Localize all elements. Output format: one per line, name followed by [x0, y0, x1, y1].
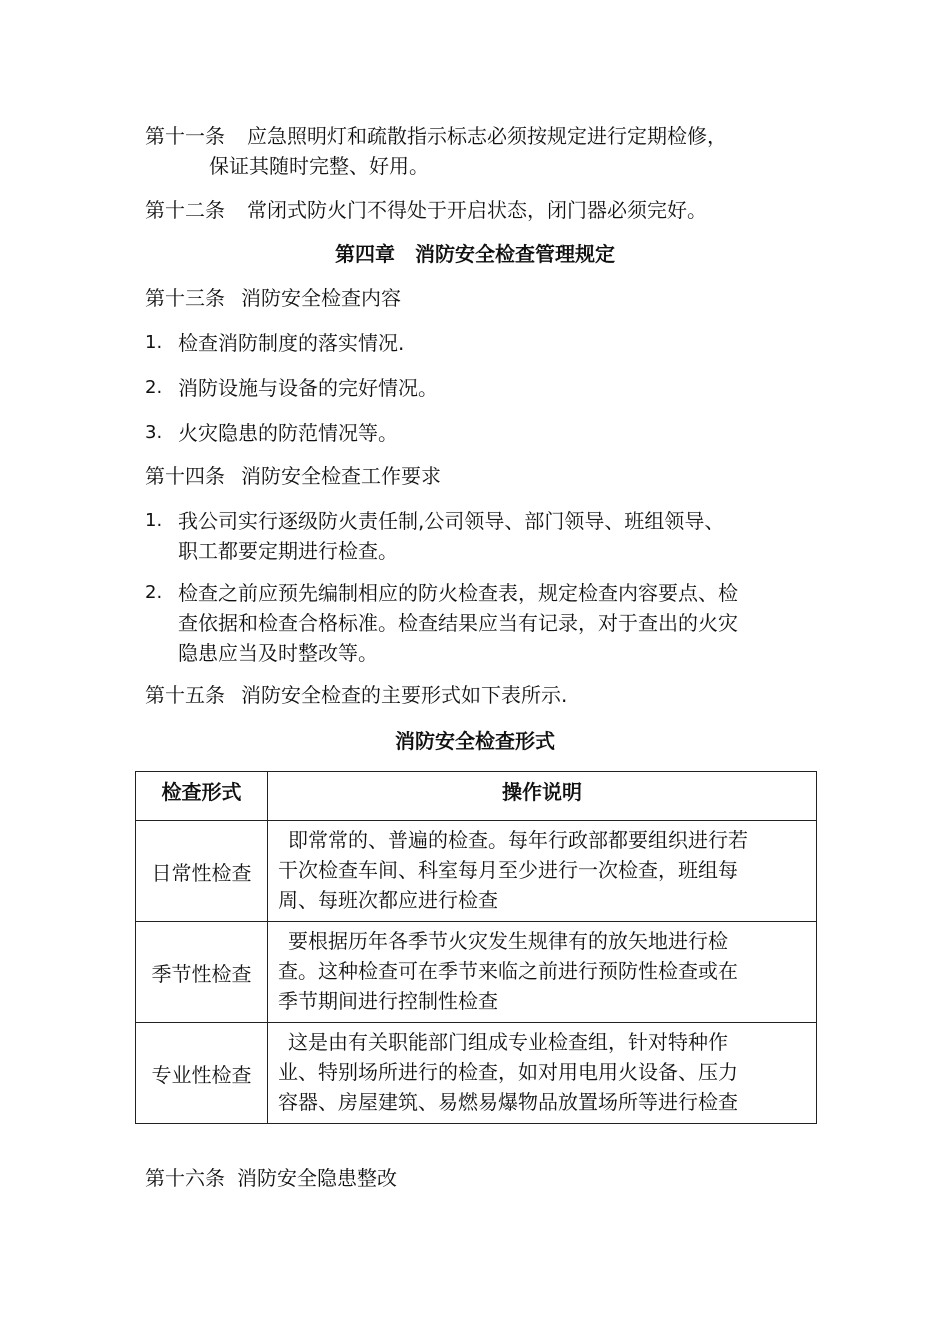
- list-number: 2.: [145, 582, 163, 603]
- list-text-line: 我公司实行逐级防火责任制,公司领导、部门领导、班组领导、: [178, 509, 725, 533]
- list-text-line: 职工都要定期进行检查。: [178, 539, 398, 563]
- description-line: 这是由有关职能部门组成专业检查组，针对特种作: [288, 1030, 728, 1054]
- article-text: 消防安全隐患整改: [237, 1166, 397, 1190]
- inspection-kind-cell: 专业性检查: [136, 1023, 268, 1124]
- article-text: 常闭式防火门不得处于开启状态，闭门器必须完好。: [247, 198, 707, 222]
- article-12: [145, 196, 707, 224]
- list-text-line: 隐患应当及时整改等。: [178, 641, 378, 665]
- list-text: 检查消防制度的落实情况.: [178, 331, 405, 355]
- article-text: 消防安全检查工作要求: [241, 464, 441, 488]
- article-13: [145, 284, 401, 312]
- article-number: 第十三条: [145, 286, 225, 310]
- description-line: 季节期间进行控制性检查: [278, 989, 498, 1013]
- description-line: 周、每班次都应进行检查: [278, 888, 498, 912]
- list-number: 2.: [145, 377, 163, 398]
- list-number: 1.: [145, 332, 163, 353]
- article-14: [145, 462, 441, 490]
- description-cell: [268, 922, 817, 1023]
- description-line: 要根据历年各季节火灾发生规律有的放矢地进行检: [288, 929, 728, 953]
- chapter-heading: 第四章 消防安全检查管理规定: [335, 242, 615, 266]
- article-number: 第十一条: [145, 124, 225, 148]
- article-11-continuation: 保证其随时完整、好用。: [209, 154, 429, 178]
- table-header-row: [136, 772, 817, 821]
- description-line: 容器、房屋建筑、易燃易爆物品放置场所等进行检查: [278, 1090, 738, 1114]
- inspection-forms-table: [135, 771, 817, 1124]
- inspection-kind-cell: 季节性检查: [136, 922, 268, 1023]
- description-line: 即常常的、普遍的检查。每年行政部都要组织进行若: [288, 828, 748, 852]
- list-text-line: 检查之前应预先编制相应的防火检查表，规定检查内容要点、检: [178, 581, 738, 605]
- article-number: 第十四条: [145, 464, 225, 488]
- article-11: [145, 122, 727, 150]
- list-text-line: 查依据和检查合格标准。检查结果应当有记录，对于查出的火灾: [178, 611, 738, 635]
- article-text: 消防安全检查内容: [241, 286, 401, 310]
- list-number: 1.: [145, 510, 163, 531]
- table-row: [136, 1023, 817, 1124]
- article-text: 应急照明灯和疏散指示标志必须按规定进行定期检修，: [247, 124, 727, 148]
- list-number: 3.: [145, 422, 163, 443]
- table-caption: 消防安全检查形式: [395, 729, 555, 753]
- description-cell: [268, 1023, 817, 1124]
- article-number: 第十六条: [145, 1166, 225, 1190]
- column-header: 操作说明: [268, 772, 817, 821]
- article-text: 消防安全检查的主要形式如下表所示.: [241, 683, 568, 707]
- article-16: [145, 1164, 397, 1192]
- description-cell: [268, 821, 817, 922]
- description-line: 查。这种检查可在季节来临之前进行预防性检查或在: [278, 959, 738, 983]
- column-header: 检查形式: [136, 772, 268, 821]
- description-line: 业、特别场所进行的检查，如对用电用火设备、压力: [278, 1060, 738, 1084]
- description-line: 干次检查车间、科室每月至少进行一次检查，班组每: [278, 858, 738, 882]
- article-15: [145, 681, 567, 709]
- article-number: 第十二条: [145, 198, 225, 222]
- table-row: [136, 922, 817, 1023]
- inspection-kind-cell: 日常性检查: [136, 821, 268, 922]
- list-text: 消防设施与设备的完好情况。: [178, 376, 438, 400]
- article-number: 第十五条: [145, 683, 225, 707]
- table-row: [136, 821, 817, 922]
- list-text: 火灾隐患的防范情况等。: [178, 421, 398, 445]
